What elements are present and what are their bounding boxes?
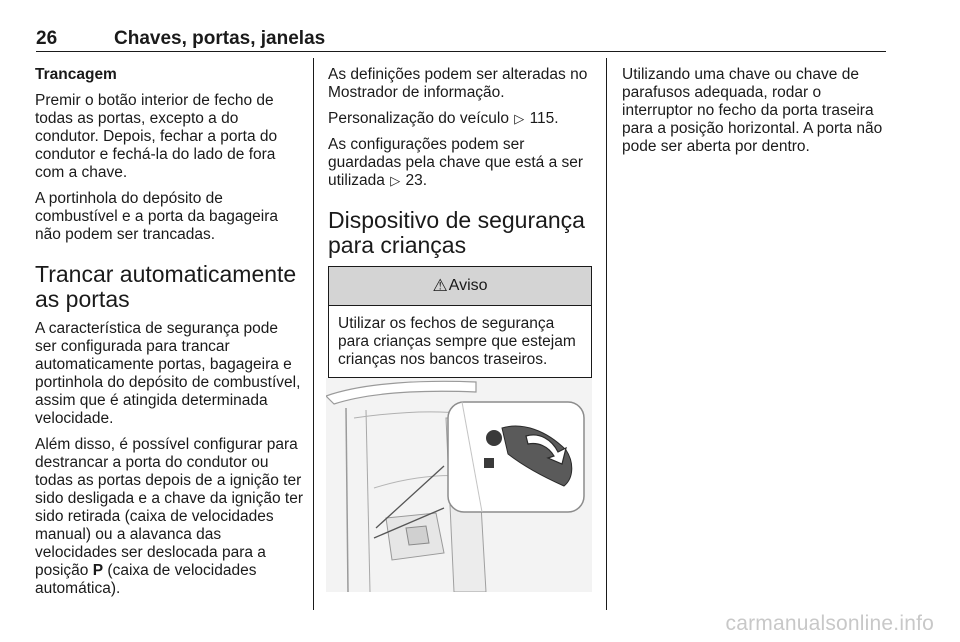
section-heading-auto-lock: Trancar automaticamente as portas (35, 261, 297, 312)
paragraph: A portinhola do depósito de combustível e a porta da bagageira não podem ser trancadas. (35, 190, 278, 243)
paragraph-text: (caixa de velocidades automática). (35, 562, 257, 597)
paragraph-text: As configurações podem ser guardadas pela chave que está a ser utilizada (328, 136, 584, 189)
section-heading-child-lock: Dispositivo de segurança para crianças (328, 207, 585, 258)
page-reference[interactable]: 115. (529, 110, 559, 127)
chapter-title: Chaves, portas, janelas (114, 28, 326, 49)
paragraph-text: Personalização do veículo (328, 110, 509, 127)
column-1 (35, 66, 303, 606)
warning-box (328, 266, 592, 378)
paragraph (35, 436, 303, 598)
arrow-ref-icon: ▷ (514, 111, 525, 126)
warning-title: Aviso (448, 277, 488, 294)
column-3 (622, 66, 890, 164)
paragraph (328, 110, 594, 128)
column-2 (328, 66, 594, 378)
page-header (36, 28, 886, 52)
child-lock-illustration (326, 378, 592, 592)
page-number: 26 (36, 28, 58, 49)
column-divider-1 (313, 58, 314, 610)
paragraph: As definições podem ser alteradas no Mostrador de informação. (328, 66, 588, 101)
gear-position-p: P (92, 562, 104, 579)
watermark: carmanualsonline.info (725, 612, 934, 635)
warning-triangle-icon: ⚠ (432, 276, 448, 295)
arrow-ref-icon: ▷ (390, 173, 401, 188)
paragraph: Utilizando uma chave ou chave de parafusos adequada, rodar o interruptor no fecho da porta traseira para a posição horizontal. A porta não pode ser aberta por dentro. (622, 66, 883, 155)
paragraph: A característica de segurança pode ser configurada para trancar automaticamente portas, bagageira e portinhola do depósito de combustível, assim que é atingida determinada velocidade. (35, 320, 301, 427)
paragraph: Premir o botão interior de fecho de todas as portas, excepto a do condutor. Depois, fechar a porta do condutor e fechá-la do lado de fora com a chave. (35, 92, 278, 181)
column-divider-2 (606, 58, 607, 610)
warning-text: Utilizar os fechos de segurança para crianças sempre que estejam crianças nos bancos traseiros. (338, 315, 576, 368)
paragraph-text: Além disso, é possível configurar para destrancar a porta do condutor ou todas as portas depois de a ignição ter sido desligada e a chave da ignição ter sido retirada (caixa de velocidades manual) ou a alavanca das velocidades ser deslocada para a posição (35, 436, 303, 579)
page-reference[interactable]: 23. (405, 172, 428, 189)
paragraph (328, 136, 594, 190)
warning-header (329, 267, 591, 306)
subheading-trancagem: Trancagem (35, 66, 117, 83)
header-rule (36, 51, 886, 52)
door-lock-drawing (326, 378, 592, 592)
